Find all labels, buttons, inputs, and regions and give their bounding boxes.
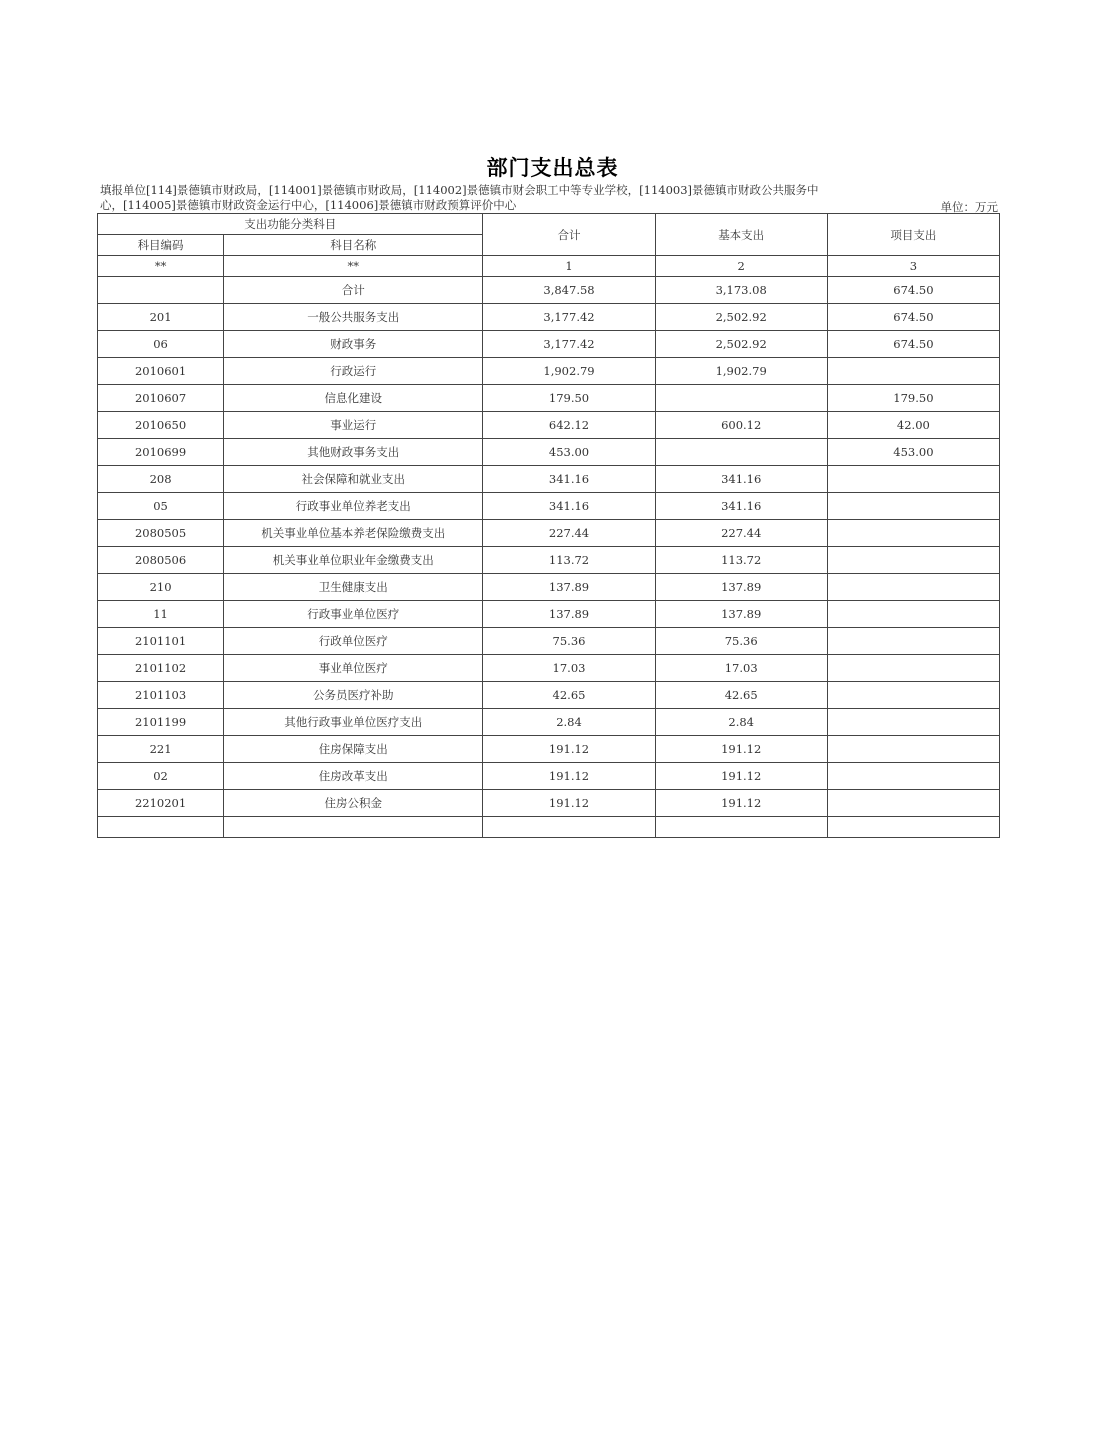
cell-code: 2010601	[98, 358, 224, 385]
cell-project	[827, 628, 999, 655]
cell-total: 191.12	[483, 763, 655, 790]
cell-total: 179.50	[483, 385, 655, 412]
cell-name: 公务员医疗补助	[224, 682, 483, 709]
table-body	[98, 214, 1000, 838]
cell-name: 机关事业单位基本养老保险缴费支出	[224, 520, 483, 547]
cell-total: 137.89	[483, 574, 655, 601]
cell-name: 财政事务	[224, 331, 483, 358]
cell-code: 06	[98, 331, 224, 358]
cell-project	[827, 655, 999, 682]
empty-cell	[224, 817, 483, 838]
table-row	[98, 466, 1000, 493]
index-cell: **	[98, 256, 224, 277]
cell-project: 42.00	[827, 412, 999, 439]
table-row	[98, 304, 1000, 331]
table-row	[98, 439, 1000, 466]
cell-project	[827, 493, 999, 520]
currency-unit-label: 单位：万元	[940, 200, 998, 214]
cell-total: 113.72	[483, 547, 655, 574]
cell-project	[827, 763, 999, 790]
cell-project	[827, 682, 999, 709]
table-row	[98, 574, 1000, 601]
cell-basic: 191.12	[655, 736, 827, 763]
table-row	[98, 736, 1000, 763]
cell-name: 信息化建设	[224, 385, 483, 412]
cell-basic: 3,173.08	[655, 277, 827, 304]
cell-total: 42.65	[483, 682, 655, 709]
table-row	[98, 547, 1000, 574]
header-basic: 基本支出	[655, 214, 827, 256]
table-row	[98, 520, 1000, 547]
cell-basic	[655, 439, 827, 466]
cell-project	[827, 574, 999, 601]
cell-code: 2010607	[98, 385, 224, 412]
cell-project: 674.50	[827, 304, 999, 331]
cell-project	[827, 601, 999, 628]
cell-total: 2.84	[483, 709, 655, 736]
cell-basic: 2,502.92	[655, 331, 827, 358]
table-row	[98, 763, 1000, 790]
cell-basic: 137.89	[655, 601, 827, 628]
table-row	[98, 331, 1000, 358]
group-header-cell: 支出功能分类科目	[98, 214, 483, 235]
cell-code: 208	[98, 466, 224, 493]
cell-total: 3,847.58	[483, 277, 655, 304]
cell-name: 机关事业单位职业年金缴费支出	[224, 547, 483, 574]
cell-basic: 137.89	[655, 574, 827, 601]
cell-code: 2101103	[98, 682, 224, 709]
header-code: 科目编码	[98, 235, 224, 256]
table-row	[98, 493, 1000, 520]
cell-code: 201	[98, 304, 224, 331]
cell-project	[827, 709, 999, 736]
header-row-group	[98, 214, 1000, 235]
cell-project: 674.50	[827, 331, 999, 358]
cell-total: 137.89	[483, 601, 655, 628]
cell-code	[98, 277, 224, 304]
table-row	[98, 385, 1000, 412]
cell-code: 05	[98, 493, 224, 520]
cell-name: 合计	[224, 277, 483, 304]
index-cell: 1	[483, 256, 655, 277]
cell-basic: 17.03	[655, 655, 827, 682]
cell-basic: 191.12	[655, 763, 827, 790]
header-name: 科目名称	[224, 235, 483, 256]
cell-total: 642.12	[483, 412, 655, 439]
cell-name: 社会保障和就业支出	[224, 466, 483, 493]
table-row-empty	[98, 817, 1000, 838]
cell-code: 2101199	[98, 709, 224, 736]
cell-total: 75.36	[483, 628, 655, 655]
cell-name: 其他行政事业单位医疗支出	[224, 709, 483, 736]
cell-basic: 2,502.92	[655, 304, 827, 331]
cell-total: 191.12	[483, 736, 655, 763]
table-row	[98, 682, 1000, 709]
cell-name: 行政事业单位养老支出	[224, 493, 483, 520]
cell-code: 2210201	[98, 790, 224, 817]
table-row	[98, 601, 1000, 628]
cell-total: 341.16	[483, 493, 655, 520]
table-row	[98, 412, 1000, 439]
empty-cell	[827, 817, 999, 838]
cell-code: 2080505	[98, 520, 224, 547]
cell-basic: 42.65	[655, 682, 827, 709]
table-row	[98, 709, 1000, 736]
cell-basic: 2.84	[655, 709, 827, 736]
cell-total: 1,902.79	[483, 358, 655, 385]
cell-code: 2010650	[98, 412, 224, 439]
cell-basic: 113.72	[655, 547, 827, 574]
cell-project	[827, 358, 999, 385]
cell-name: 事业单位医疗	[224, 655, 483, 682]
cell-name: 行政事业单位医疗	[224, 601, 483, 628]
cell-project	[827, 547, 999, 574]
expenditure-table	[97, 213, 1000, 838]
cell-code: 2101102	[98, 655, 224, 682]
index-cell: 3	[827, 256, 999, 277]
cell-basic: 191.12	[655, 790, 827, 817]
table-row	[98, 790, 1000, 817]
cell-code: 02	[98, 763, 224, 790]
cell-name: 住房改革支出	[224, 763, 483, 790]
cell-basic: 600.12	[655, 412, 827, 439]
cell-basic: 341.16	[655, 466, 827, 493]
cell-total: 341.16	[483, 466, 655, 493]
cell-basic	[655, 385, 827, 412]
table-row	[98, 277, 1000, 304]
cell-name: 一般公共服务支出	[224, 304, 483, 331]
cell-total: 3,177.42	[483, 304, 655, 331]
cell-code: 2010699	[98, 439, 224, 466]
cell-name: 其他财政事务支出	[224, 439, 483, 466]
cell-name: 行政单位医疗	[224, 628, 483, 655]
cell-code: 11	[98, 601, 224, 628]
header-project: 项目支出	[827, 214, 999, 256]
reporting-units: 填报单位[114]景德镇市财政局，[114001]景德镇市财政局，[114002]景德镇市财会职工中等专业学校，[114003]景德镇市财政公共服务中心，[114005]景德镇市财政资金运行中心，[114006]景德镇市财政预算评价中心	[100, 183, 819, 212]
cell-name: 住房保障支出	[224, 736, 483, 763]
cell-basic: 341.16	[655, 493, 827, 520]
cell-basic: 1,902.79	[655, 358, 827, 385]
cell-project	[827, 466, 999, 493]
cell-total: 17.03	[483, 655, 655, 682]
cell-project	[827, 520, 999, 547]
index-cell: **	[224, 256, 483, 277]
cell-project	[827, 736, 999, 763]
cell-basic: 227.44	[655, 520, 827, 547]
index-row	[98, 256, 1000, 277]
header-total: 合计	[483, 214, 655, 256]
table-row	[98, 358, 1000, 385]
cell-code: 221	[98, 736, 224, 763]
cell-project: 179.50	[827, 385, 999, 412]
cell-code: 2101101	[98, 628, 224, 655]
cell-project	[827, 790, 999, 817]
empty-cell	[483, 817, 655, 838]
cell-name: 卫生健康支出	[224, 574, 483, 601]
cell-code: 2080506	[98, 547, 224, 574]
page-title: 部门支出总表	[486, 155, 619, 180]
cell-total: 3,177.42	[483, 331, 655, 358]
empty-cell	[98, 817, 224, 838]
cell-basic: 75.36	[655, 628, 827, 655]
cell-total: 453.00	[483, 439, 655, 466]
table-row	[98, 628, 1000, 655]
cell-project: 453.00	[827, 439, 999, 466]
cell-project: 674.50	[827, 277, 999, 304]
index-cell: 2	[655, 256, 827, 277]
cell-name: 住房公积金	[224, 790, 483, 817]
empty-cell	[655, 817, 827, 838]
cell-name: 事业运行	[224, 412, 483, 439]
cell-total: 191.12	[483, 790, 655, 817]
cell-total: 227.44	[483, 520, 655, 547]
table-row	[98, 655, 1000, 682]
cell-code: 210	[98, 574, 224, 601]
cell-name: 行政运行	[224, 358, 483, 385]
